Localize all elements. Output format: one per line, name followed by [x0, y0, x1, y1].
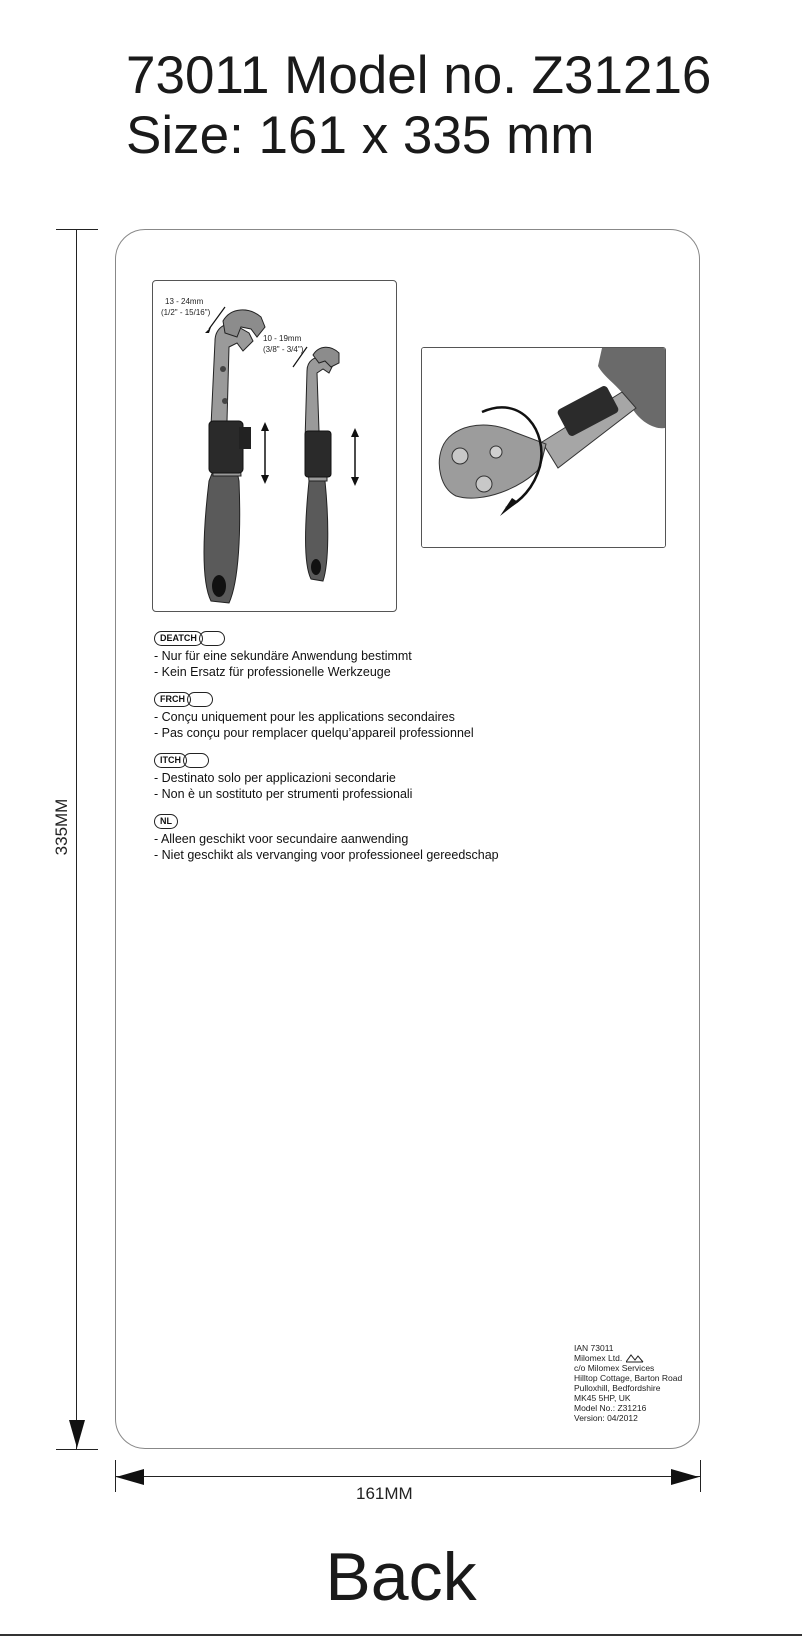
manufacturer-address	[574, 1343, 682, 1423]
warning-line: - Kein Ersatz für professionelle Werkzeuge	[154, 665, 391, 679]
address-line: MK45 5HP, UK	[574, 1393, 631, 1403]
lang-badge-de: DEATCH	[154, 631, 203, 646]
width-dimension-arrow-left	[116, 1469, 144, 1485]
warning-line: - Niet geschikt als vervanging voor professioneel gereedschap	[154, 848, 499, 862]
version-number: Version: 04/2012	[574, 1413, 638, 1423]
address-line: Hilltop Cottage, Barton Road	[574, 1373, 683, 1383]
warning-line: - Non è un sostituto per strumenti professionali	[154, 787, 413, 801]
small-wrench-inch-label: (3/8" - 3/4")	[263, 345, 304, 354]
height-dimension-tick-top	[56, 229, 98, 230]
height-dimension-label: 335MM	[52, 798, 71, 856]
side-label: Back	[325, 1539, 477, 1615]
page-title	[126, 46, 711, 166]
width-dimension-label: 161MM	[356, 1484, 413, 1503]
height-dimension-arrow	[69, 1420, 85, 1448]
height-dimension-line	[76, 229, 77, 1449]
ian-number: IAN 73011	[574, 1343, 614, 1353]
company-name: Milomex Ltd.	[574, 1353, 623, 1363]
title-line-model: 73011 Model no. Z31216	[126, 46, 712, 105]
warning-line: - Conçu uniquement pour les applications secondaires	[154, 710, 455, 724]
warning-line: - Pas conçu pour remplacer quelqu’appareil professionnel	[154, 726, 474, 740]
lang-badge-it: ITCH	[154, 753, 187, 768]
width-dimension-tick-right	[700, 1460, 701, 1492]
lang-oval-it	[183, 753, 209, 768]
large-wrench-range-label: 13 - 24mm	[165, 297, 204, 306]
lang-badge-nl: NL	[154, 814, 178, 829]
warning-line: - Alleen geschikt voor secundaire aanwending	[154, 832, 409, 846]
wrench-in-use-illustration	[422, 348, 665, 547]
company-logo-icon	[626, 1354, 644, 1363]
wrench-sizes-illustration	[153, 281, 396, 611]
lang-badge-fr: FRCH	[154, 692, 191, 707]
warning-text-nl	[154, 813, 499, 863]
warning-line: - Nur für eine sekundäre Anwendung bestimmt	[154, 649, 412, 663]
model-number: Model No.: Z31216	[574, 1403, 647, 1413]
wrench-in-use-image	[421, 347, 666, 548]
warning-line: - Destinato solo per applicazioni secondarie	[154, 771, 396, 785]
height-dimension-tick-bottom	[56, 1449, 98, 1450]
warning-text-it	[154, 752, 412, 802]
bottom-divider	[0, 1634, 802, 1636]
large-wrench-inch-label: (1/2" - 15/16")	[161, 308, 211, 317]
width-dimension-arrow-right	[671, 1469, 699, 1485]
lang-oval-de	[199, 631, 225, 646]
warning-text-fr	[154, 691, 474, 741]
width-dimension-line	[115, 1476, 700, 1477]
wrench-sizes-image	[152, 280, 397, 612]
small-wrench-range-label: 10 - 19mm	[263, 334, 302, 343]
address-line: c/o Milomex Services	[574, 1363, 655, 1373]
lang-oval-fr	[187, 692, 213, 707]
warning-text-de	[154, 630, 412, 680]
address-line: Pulloxhill, Bedfordshire	[574, 1383, 661, 1393]
title-line-size: Size: 161 x 335 mm	[126, 106, 595, 165]
